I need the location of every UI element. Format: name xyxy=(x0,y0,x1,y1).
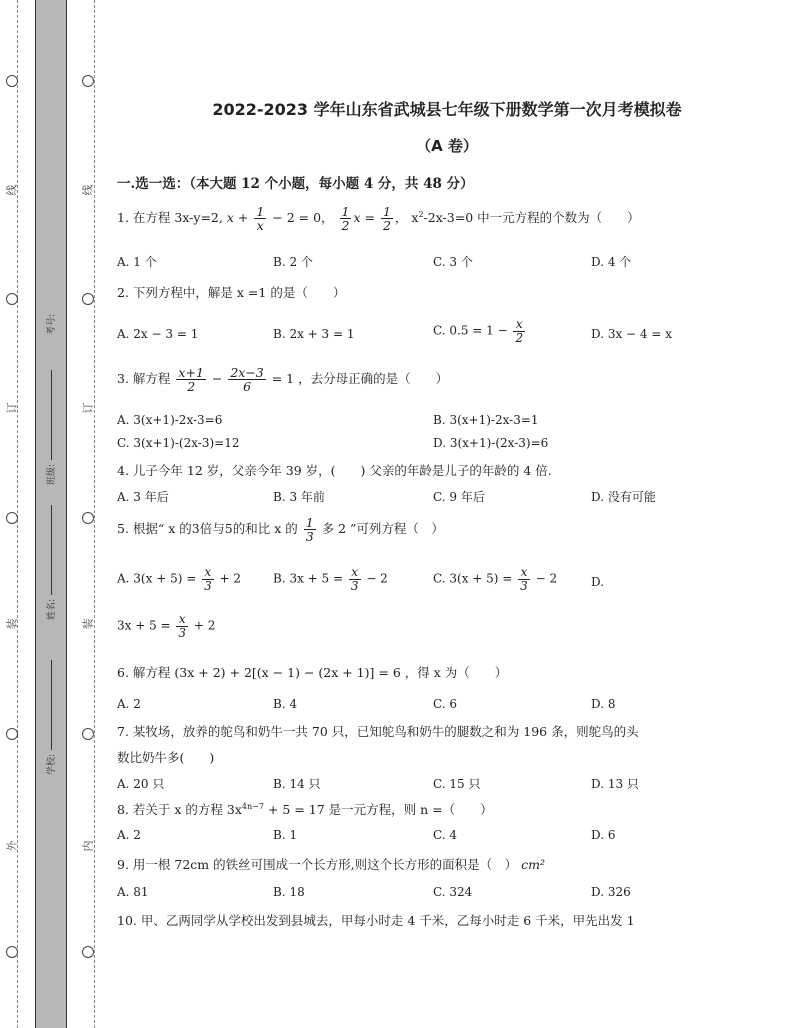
option: B. 3(x+1)-2x-3=1 xyxy=(433,413,539,427)
question-2: 2. 下列方程中，解是 x =1 的是（ ） xyxy=(117,285,346,300)
option: A. 2 xyxy=(117,697,141,711)
inner-label: 装 xyxy=(81,618,95,630)
exam-number-field: 考号: xyxy=(47,313,57,335)
option: D. xyxy=(591,575,605,589)
outer-label: 装 xyxy=(5,618,19,630)
option-d-formula: 3x + 5 = $\frac{x}{3}$ + 2 xyxy=(117,612,216,640)
school-field: 学校: xyxy=(44,660,57,775)
option: D. 4 个 xyxy=(591,255,632,269)
binding-margin xyxy=(0,0,100,1028)
option: A. 3 年后 xyxy=(117,490,169,504)
unit-label: cm² xyxy=(521,857,545,872)
option: B. 14 只 xyxy=(273,777,321,791)
option: D. 13 只 xyxy=(591,777,639,791)
name-field: 姓名: xyxy=(44,505,57,620)
option: A. 20 只 xyxy=(117,777,165,791)
outer-label: 订 xyxy=(5,402,19,414)
option: C. 324 xyxy=(433,885,473,899)
option: B. 2 个 xyxy=(273,255,313,269)
inner-label: 内 xyxy=(81,840,95,852)
exam-subtitle: （A 卷） xyxy=(416,137,478,155)
option: C. 3(x + 5) = $\frac{x}{3}$ − 2 xyxy=(433,565,558,593)
outer-label: 线 xyxy=(5,184,19,196)
option: B. 3x + 5 = $\frac{x}{3}$ − 2 xyxy=(273,565,388,593)
question-9: 9. 用一根 72cm 的铁丝可围成一个长方形,则这个长方形的面积是（ ） cm² xyxy=(117,857,545,872)
punch-hole xyxy=(6,512,18,524)
section-heading: 一.选一选：（本大题 12 个小题，每小题 4 分，共 48 分） xyxy=(117,176,474,192)
option: C. 6 xyxy=(433,697,458,711)
option: D. 8 xyxy=(591,697,616,711)
option: D. 326 xyxy=(591,885,631,899)
punch-hole xyxy=(6,75,18,87)
question-7: 7. 某牧场，放养的鸵鸟和奶牛一共 70 只，已知鸵鸟和奶牛的腿数之和为 196 条，则鸵鸟的头 xyxy=(117,724,639,739)
question-3: 3. 解方程 $\frac{x+1}{2}$ − $\frac{2x-3}{6}$ = 1 ，去分母正确的是（ ） xyxy=(117,365,449,395)
option: B. 1 xyxy=(273,828,298,842)
question-8: 8. 若关于 x 的方程 $3x^{4n-7} + 5 = 17$ 是一元方程，则 n =（ ） xyxy=(117,801,493,817)
option: A. 81 xyxy=(117,885,149,899)
option: B. 4 xyxy=(273,697,298,711)
inner-label: 线 xyxy=(81,184,95,196)
question-7-cont: 数比奶牛多( ) xyxy=(117,750,215,765)
question-6: 6. 解方程 (3x + 2) + 2[(x − 1) − (2x + 1)] = 6 ，得 x 为（ ） xyxy=(117,665,508,680)
option: C. 0.5 = 1 − $\frac{x}{2}$ xyxy=(433,317,524,345)
option: D. 3(x+1)-(2x-3)=6 xyxy=(433,436,549,450)
option: B. 2x + 3 = 1 xyxy=(273,327,355,341)
inner-cut-line xyxy=(94,0,95,1028)
exam-title: 2022-2023 学年山东省武城县七年级下册数学第一次月考模拟卷 xyxy=(212,100,682,119)
option: A. 2x − 3 = 1 xyxy=(117,327,199,341)
option: D. 6 xyxy=(591,828,616,842)
option: A. 3(x + 5) = $\frac{x}{3}$ + 2 xyxy=(117,565,242,593)
question-1: 1. 在方程 3x-y=2, x + $\frac{1}{x}$ − 2 = 0， $\frac{1}{2}$ x = $\frac{1}{2}$ ， $x^2-2x-3=0$ 中一元方程的个数为（ ） xyxy=(117,204,640,234)
option: A. 1 个 xyxy=(117,255,157,269)
option: C. 4 xyxy=(433,828,458,842)
option: C. 3 个 xyxy=(433,255,473,269)
question-5: 5. 根据“ x 的3倍与5的和比 x 的 $\frac{1}{3}$ 多 2 ”可列方程（ ） xyxy=(117,515,444,545)
punch-hole xyxy=(82,946,94,958)
punch-hole xyxy=(82,293,94,305)
option: A. 3(x+1)-2x-3=6 xyxy=(117,413,223,427)
punch-hole xyxy=(82,728,94,740)
question-4: 4. 儿子今年 12 岁，父亲今年 39 岁，( ) 父亲的年龄是儿子的年龄的 4 倍. xyxy=(117,463,552,478)
class-field: 班级: xyxy=(44,370,57,485)
option: C. 9 年后 xyxy=(433,490,485,504)
punch-hole xyxy=(6,946,18,958)
option: C. 15 只 xyxy=(433,777,481,791)
option: B. 3 年前 xyxy=(273,490,325,504)
option: D. 没有可能 xyxy=(591,490,656,504)
question-10: 10. 甲、乙两同学从学校出发到县城去，甲每小时走 4 千米，乙每小时走 6 千米，甲先出发 1 xyxy=(117,913,635,928)
punch-hole xyxy=(6,728,18,740)
option: D. 3x − 4 = x xyxy=(591,327,672,341)
punch-hole xyxy=(6,293,18,305)
option: C. 3(x+1)-(2x-3)=12 xyxy=(117,436,240,450)
option: A. 2 xyxy=(117,828,141,842)
outer-label: 外 xyxy=(5,840,19,852)
inner-label: 订 xyxy=(81,402,95,414)
punch-hole xyxy=(82,512,94,524)
option: B. 18 xyxy=(273,885,305,899)
punch-hole xyxy=(82,75,94,87)
